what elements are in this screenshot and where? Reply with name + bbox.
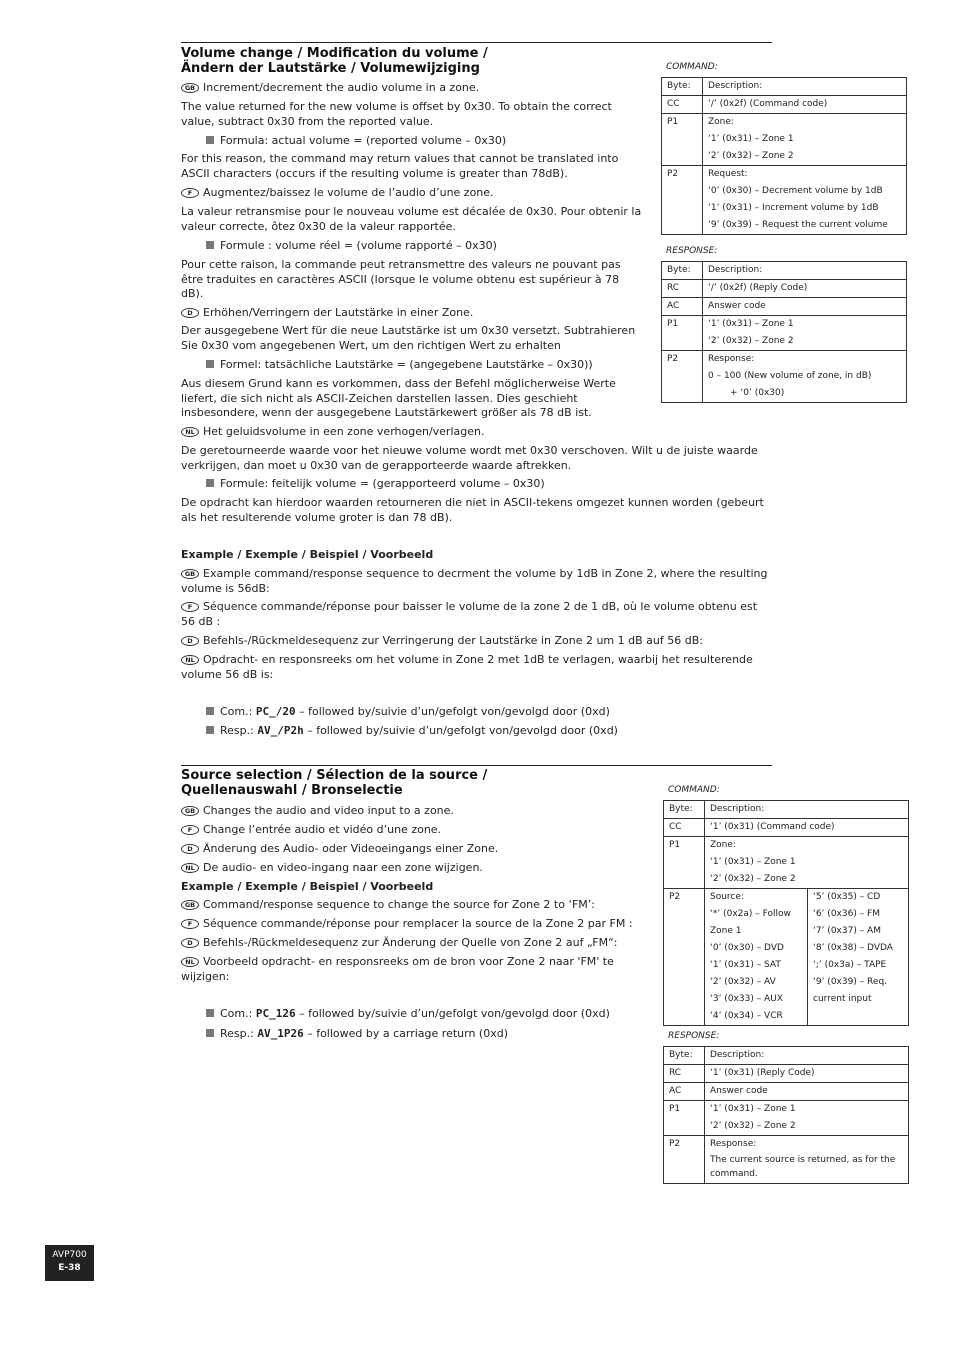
table-row: AC Answer code — [662, 298, 907, 316]
example-gb: GB Example command/response sequence to decrment the volume by 1dB in Zone 2, where the resulting volume is 56dB: — [181, 567, 768, 595]
gb-intro: GB Changes the audio and video input to a zone. — [181, 804, 641, 819]
bullet-square-icon — [206, 707, 214, 715]
table-row: Byte: Description: — [664, 801, 909, 819]
response-line: Resp.: AV_/P2h – followed by/suivie d’un/gefolgt von/gevolgd door (0xd) — [206, 724, 766, 739]
formula: Formule: feitelijk volume = (gerapporteerd volume – 0x30) — [206, 477, 646, 492]
paragraph: De geretourneerde waarde voor het nieuwe volume wordt met 0x30 verschoven. Wilt u de juiste waarde verkrijgen, dan moet u 0x30 van de gerapporteerde waarde aftrekken. — [181, 444, 758, 472]
table-row: P1 ‘1’ (0x31) – Zone 1 ‘2’ (0x32) – Zone 2 — [662, 316, 907, 351]
page-badge — [45, 1245, 94, 1281]
table-row: CC ‘/’ (0x2f) (Command code) — [662, 96, 907, 114]
example-gb: GB Command/response sequence to change the source for Zone 2 to ‘FM’: — [181, 898, 651, 913]
bullet-square-icon — [206, 1029, 214, 1037]
nl-intro: NL De audio- en video-ingang naar een zone wijzigen. — [181, 861, 641, 876]
paragraph: For this reason, the command may return values that cannot be translated into ASCII characters (occurs if the resulting volume is greater than 78dB). — [181, 152, 619, 180]
table-row: Byte: Description: — [664, 1047, 909, 1065]
section-title: Source selection / Sélection de la source / Quellenauswahl / Bronselectie — [181, 768, 488, 798]
paragraph: The value returned for the new volume is offset by 0x30. To obtain the correct value, subtract 0x30 from the reported value. — [181, 100, 612, 128]
f-flag-icon: F — [181, 602, 199, 612]
paragraph: Pour cette raison, la commande peut retransmettre des valeurs ne pouvant pas être traduites en caractères ASCII (lorsque le volume obtenu est supérieur à 78 dB). — [181, 258, 621, 300]
section-rule — [181, 42, 772, 43]
d-intro: D Erhöhen/Verringern der Lautstärke in einer Zone. — [181, 306, 641, 321]
example-d: D Befehls-/Rückmeldesequenz zur Verringerung der Lautstärke in Zone 2 um 1 dB auf 56 dB: — [181, 634, 773, 649]
f-flag-icon: F — [181, 188, 199, 198]
table-row: P1 Zone: ‘1’ (0x31) – Zone 1 ‘2’ (0x32) – Zone 2 — [662, 114, 907, 166]
response-table — [663, 1046, 909, 1184]
paragraph: La valeur retransmise pour le nouveau volume est décalée de 0x30. Pour obtenir la valeur correcte, ôtez 0x30 de la valeur rapportée. — [181, 205, 642, 233]
f-flag-icon: F — [181, 825, 199, 835]
formula: Formula: actual volume = (reported volume – 0x30) — [206, 134, 636, 149]
example-heading: Example / Exemple / Beispiel / Voorbeeld — [181, 548, 434, 561]
table-row: P2 Response: The current source is returned, as for the command. — [664, 1136, 909, 1184]
page-number: E-38 — [58, 1263, 81, 1273]
table-row: Byte: Description: — [662, 78, 907, 96]
response-label: RESPONSE: — [666, 246, 718, 256]
bullet-square-icon — [206, 1009, 214, 1017]
command-label: COMMAND: — [666, 62, 718, 72]
table-row: P2 Source: ‘*’ (0x2a) – Follow Zone 1 ‘0’ (0x30) – DVD ‘1’ (0x31) – SAT ‘2’ (0x32) – AV ‘3’ (0x33) – AUX ‘4’ (0x34) – VCR ‘5’ (0x35) – CD ‘6’ (0x36) – FM ‘7’ (0x37) – AM ‘8’ (0x38) – DVDA ‘;’ (0x3a) – TAPE ‘9’ (0x39) – Req. current input — [664, 889, 909, 1026]
gb-flag-icon: GB — [181, 569, 199, 579]
nl-flag-icon: NL — [181, 957, 199, 967]
section-rule — [181, 765, 772, 766]
example-d: D Befehls-/Rückmeldesequenz zur Änderung der Quelle von Zone 2 auf „FM“: — [181, 936, 651, 951]
table-row: P1 Zone: ‘1’ (0x31) – Zone 1 ‘2’ (0x32) – Zone 2 — [664, 837, 909, 889]
gb-flag-icon: GB — [181, 83, 199, 93]
nl-intro: NL Het geluidsvolume in een zone verhogen/verlagen. — [181, 425, 641, 440]
table-row: P2 Response: 0 – 100 (New volume of zone, in dB) + ‘0’ (0x30) — [662, 351, 907, 403]
paragraph: De opdracht kan hierdoor waarden retourneren die niet in ASCII-tekens omgezet kunnen worden (gebeurt als het resulterende volume groter is dan 78 dB). — [181, 496, 764, 524]
command-line: Com.: PC_126 – followed by/suivie d’un/gefolgt von/gevolgd door (0xd) — [206, 1007, 656, 1022]
nl-flag-icon: NL — [181, 863, 199, 873]
f-intro: F Change l’entrée audio et vidéo d’une zone. — [181, 823, 641, 838]
example-nl: NL Opdracht- en responsreeks om het volume in Zone 2 met 1dB te verlagen, waarbij het resulterende volume 56 dB is: — [181, 653, 753, 681]
table-row: RC ‘/’ (0x2f) (Reply Code) — [662, 280, 907, 298]
table-row: P1 ‘1’ (0x31) – Zone 1 ‘2’ (0x32) – Zone 2 — [664, 1101, 909, 1136]
command-label: COMMAND: — [668, 785, 720, 795]
example-nl: NL Voorbeeld opdracht- en responsreeks om de bron voor Zone 2 naar 'FM' te wijzigen: — [181, 955, 614, 983]
command-table — [661, 77, 907, 235]
bullet-square-icon — [206, 136, 214, 144]
bullet-square-icon — [206, 479, 214, 487]
table-row: AC Answer code — [664, 1083, 909, 1101]
formula: Formule : volume réel = (volume rapporté – 0x30) — [206, 239, 636, 254]
gb-intro: GB Increment/decrement the audio volume in a zone. — [181, 81, 641, 96]
table-row: P2 Request: ‘0’ (0x30) – Decrement volume by 1dB ‘1’ (0x31) – Increment volume by 1dB ‘9’ (0x39) – Request the current volume — [662, 166, 907, 235]
response-table — [661, 261, 907, 403]
gb-flag-icon: GB — [181, 900, 199, 910]
f-flag-icon: F — [181, 919, 199, 929]
example-f: F Séquence commande/réponse pour baisser le volume de la zone 2 de 1 dB, où le volume obtenu est 56 dB : — [181, 600, 758, 628]
table-row: CC ‘1’ (0x31) (Command code) — [664, 819, 909, 837]
d-intro: D Änderung des Audio- oder Videoeingangs einer Zone. — [181, 842, 641, 857]
command-table — [663, 800, 909, 1026]
f-intro: F Augmentez/baissez le volume de l’audio d’une zone. — [181, 186, 641, 201]
d-flag-icon: D — [181, 844, 199, 854]
table-row: RC ‘1’ (0x31) (Reply Code) — [664, 1065, 909, 1083]
nl-flag-icon: NL — [181, 427, 199, 437]
formula: Formel: tatsächliche Lautstärke = (angegebene Lautstärke – 0x30)) — [206, 358, 646, 373]
gb-flag-icon: GB — [181, 806, 199, 816]
section-title: Volume change / Modification du volume / Ändern der Lautstärke / Volumewijziging — [181, 46, 488, 76]
table-row: Byte: Description: — [662, 262, 907, 280]
response-line: Resp.: AV_1P26 – followed by a carriage return (0xd) — [206, 1027, 656, 1042]
d-flag-icon: D — [181, 938, 199, 948]
nl-flag-icon: NL — [181, 655, 199, 665]
bullet-square-icon — [206, 241, 214, 249]
bullet-square-icon — [206, 726, 214, 734]
example-heading: Example / Exemple / Beispiel / Voorbeeld — [181, 880, 434, 893]
d-flag-icon: D — [181, 636, 199, 646]
paragraph: Aus diesem Grund kann es vorkommen, dass der Befehl möglicherweise Werte liefert, die sich nicht als ASCII-Zeichen darstellen lassen. Dies geschieht insbesondere, wenn der ausgegebene Lautstärkewert größer als 78 dB ist. — [181, 377, 616, 419]
d-flag-icon: D — [181, 308, 199, 318]
model-name: AVP700 — [52, 1250, 87, 1260]
example-f: F Séquence commande/réponse pour remplacer la source de la Zone 2 par FM : — [181, 917, 651, 932]
command-line: Com.: PC_/20 – followed by/suivie d’un/gefolgt von/gevolgd door (0xd) — [206, 705, 766, 720]
response-label: RESPONSE: — [668, 1031, 720, 1041]
bullet-square-icon — [206, 360, 214, 368]
paragraph: Der ausgegebene Wert für die neue Lautstärke ist um 0x30 versetzt. Subtrahieren Sie 0x30 vom angegebenen Wert, um den richtigen Wert zu erhalten — [181, 324, 636, 352]
